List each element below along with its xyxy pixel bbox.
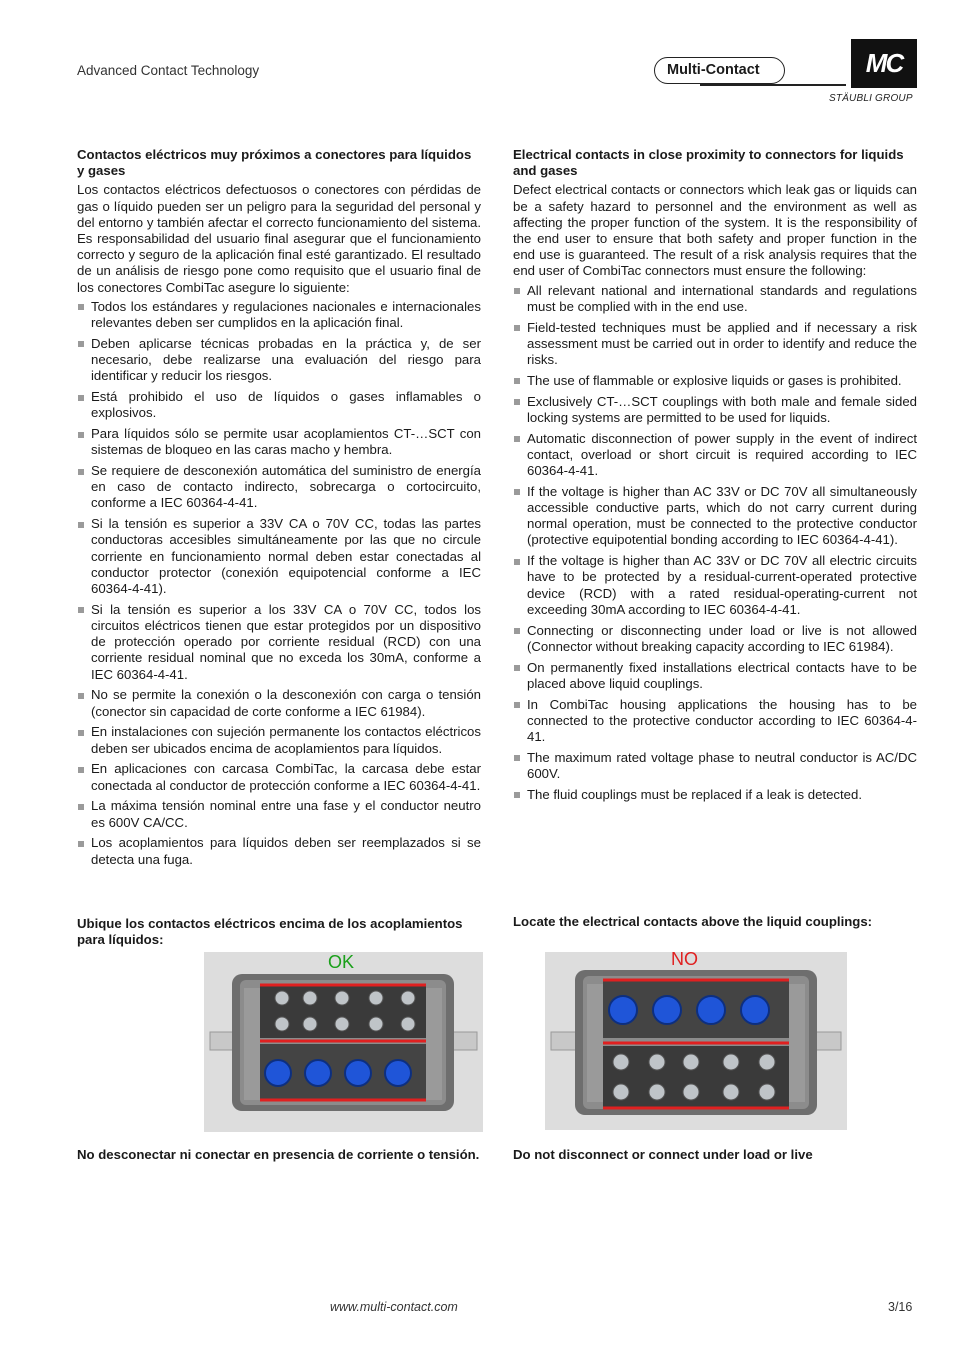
ok-label: OK <box>328 952 355 972</box>
list-item: Field-tested techniques must be applied and if necessary a risk assessment must be carried out in order to identify and reduce the risks. <box>513 320 917 369</box>
list-item: No se permite la conexión o la desconexión con carga o tensión (conector sin capacidad de corte conforme a IEC 61984). <box>77 687 481 719</box>
column-english <box>513 147 917 808</box>
list-item: Se requiere de desconexión automática del suministro de energía en caso de contacto indirecto, sobrecarga o cortocircuito, conforme a IEC 60364-4-41. <box>77 463 481 512</box>
requirements-list-en <box>513 283 917 803</box>
header-tagline: Advanced Contact Technology <box>77 63 260 78</box>
list-item: All relevant national and international standards and regulations must be complied with in the end use. <box>513 283 917 315</box>
intro-es: Los contactos eléctricos defectuosos o conectores con pérdidas de gas o líquido pueden ser un peligro para la seguridad del personal y del entorno y también afectar el correcto funcionamiento del sistema. Es responsabilidad del usuario final asegurar que el funcionamiento correcto y seguro de la aplicación final esté garantizado. El resultado de un análisis de riesgo pone como requisito que el usuario final de los conectores CombiTac asegure lo siguiente: <box>77 182 481 295</box>
footer-url[interactable]: www.multi-contact.com <box>330 1300 458 1314</box>
list-item: Los acoplamientos para líquidos deben ser reemplazados si se detecta una fuga. <box>77 835 481 867</box>
list-item: Connecting or disconnecting under load or live is not allowed (Connector without breaking capacity according to IEC 61984). <box>513 623 917 655</box>
requirements-list-es <box>77 299 481 868</box>
intro-en: Defect electrical contacts or connectors which leak gas or liquids can be a safety hazard to personnel and the environment as well as affecting the proper function of the system. It is the responsibility of the end user to ensure that both safety and proper function in the end use is guaranteed. The result of a risk analysis requires that the end user of CombiTac connectors must ensure the following: <box>513 182 917 279</box>
section-heading-es: Contactos eléctricos muy próximos a conectores para líquidos y gases <box>77 147 472 179</box>
list-item: Si la tensión es superior a los 33V CA o 70V CC, todos los circuitos eléctricos tienen que estar protegidos por un dispositivo de protección operado por corriente residual (RCD) con una corriente residual nominal que no exceda los 30mA, conforme a IEC 60364-4-41. <box>77 602 481 683</box>
list-item: Exclusively CT-…SCT couplings with both male and female sided locking systems are permitted to be used for liquids. <box>513 394 917 426</box>
section-heading-en: Electrical contacts in close proximity to connectors for liquids and gases <box>513 147 904 179</box>
list-item: If the voltage is higher than AC 33V or DC 70V all simultaneously accessible conductive parts, which do not carry current during normal operation, must be connected to the protective conductor (protective equipotential bonding according to IEC 60364-4-41). <box>513 484 917 549</box>
list-item: En aplicaciones con carcasa CombiTac, la carcasa debe estar conectada al conductor de protección conforme a IEC 60364-4-41. <box>77 761 481 793</box>
list-item: Está prohibido el uso de líquidos o gases inflamables o explosivos. <box>77 389 481 421</box>
mc-logo: MC <box>851 39 917 88</box>
list-item: If the voltage is higher than AC 33V or DC 70V all electric circuits have to be protected by a residual-current-operated protective device (RCD) with a rated residual-operating-current not exceeding 30mA according to IEC 60364-4-41. <box>513 553 917 618</box>
list-item: Si la tensión es superior a 33V CA o 70V CC, todas las partes conductoras accesibles simultáneamente por las que no circule corriente en funcionamiento normal deben estar conectadas al conductor protector (conexión equipotencial conforme a IEC 60364-4-41). <box>77 516 481 597</box>
list-item: The maximum rated voltage phase to neutral conductor is AC/DC 600V. <box>513 750 917 782</box>
list-item: Deben aplicarse técnicas probadas en la práctica y, de ser necesario, debe realizarse una evaluación del riesgo para identificar y reducir los riesgos. <box>77 336 481 385</box>
list-item: The fluid couplings must be replaced if a leak is detected. <box>513 787 917 803</box>
group-name: STÄUBLI GROUP <box>829 93 913 104</box>
list-item: La máxima tensión nominal entre una fase y el conductor neutro es 600V CA/CC. <box>77 798 481 830</box>
locate-heading-en: Locate the electrical contacts above the liquid couplings: <box>513 914 873 929</box>
list-item: Para líquidos sólo se permite usar acoplamientos CT-…SCT con sistemas de bloqueo en las caras macho y hembra. <box>77 426 481 458</box>
list-item: The use of flammable or explosive liquids or gases is prohibited. <box>513 373 917 389</box>
page-number: 3/16 <box>888 1300 913 1314</box>
column-spanish <box>77 147 481 872</box>
connector-diagram-no <box>545 952 847 1130</box>
no-label: NO <box>671 949 698 969</box>
figure-no <box>545 949 847 1130</box>
locate-heading-es: Ubique los contactos eléctricos encima de los acoplamientos para líquidos: <box>77 916 463 948</box>
figure-ok <box>204 952 483 1132</box>
final-note-es: No desconectar ni conectar en presencia de corriente o tensión. <box>77 1147 480 1162</box>
brand-underline <box>700 84 846 86</box>
list-item: In CombiTac housing applications the housing has to be connected to the protective conductor according to IEC 60364-4-41. <box>513 697 917 746</box>
final-note-en: Do not disconnect or connect under load or live <box>513 1147 813 1162</box>
list-item: Automatic disconnection of power supply in the event of indirect contact, overload or short circuit is required according to IEC 60364-4-41. <box>513 431 917 480</box>
brand-name: Multi-Contact <box>654 57 785 84</box>
list-item: Todos los estándares y regulaciones nacionales e internacionales relevantes deben ser cumplidos en la aplicación final. <box>77 299 481 331</box>
list-item: En instalaciones con sujeción permanente los contactos eléctricos deben ser ubicados encima de acoplamientos para líquidos. <box>77 724 481 756</box>
list-item: On permanently fixed installations electrical contacts have to be placed above liquid couplings. <box>513 660 917 692</box>
connector-diagram-ok <box>204 952 483 1132</box>
